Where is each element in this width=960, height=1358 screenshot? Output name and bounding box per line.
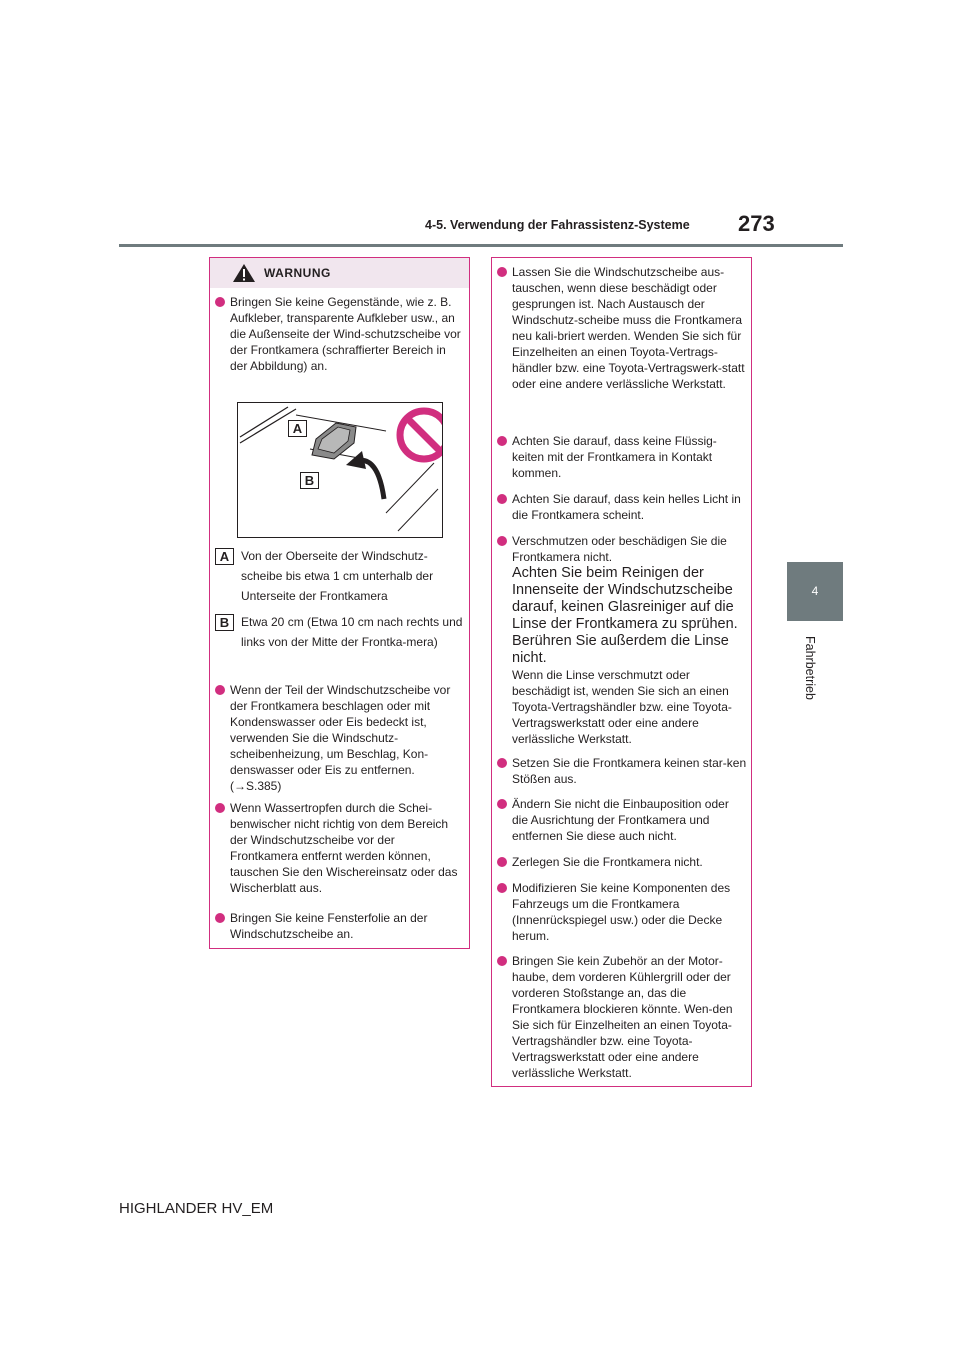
bullet-icon — [497, 883, 507, 893]
bullet-icon — [497, 436, 507, 446]
warning-item: Lassen Sie die Windschutzscheibe aus-tauschen, wenn diese beschädigt oder gesprungen ist. Nach Austausch der Windschutz-scheibe muss die Frontkamera neu kali-briert werden. Wenden Sie sich für Einzelheiten an einen Toyota-Vertrags-händler bzw. eine Toyota-Vertragswerk-statt oder eine andere verlässliche Werkstatt. — [497, 264, 747, 392]
warning-header — [210, 258, 469, 288]
bullet-icon — [497, 267, 507, 277]
page-number: 273 — [738, 211, 775, 236]
chapter-label: Fahrbetrieb — [803, 636, 817, 700]
chapter-tab: 4 — [787, 562, 843, 621]
warning-item: Modifizieren Sie keine Komponenten des Fahrzeugs um die Frontkamera (Innenrückspiegel usw.) oder die Decke herum. — [497, 880, 747, 944]
page-reference-link[interactable]: (→S.385) — [230, 779, 282, 793]
bullet-icon — [215, 913, 225, 923]
bullet-icon — [497, 758, 507, 768]
warning-item: Setzen Sie die Frontkamera keinen star-ken Stößen aus. — [497, 755, 747, 787]
legend-item-a: A Von der Oberseite der Windschutz-scheibe bis etwa 1 cm unterhalb der Unterseite der Frontkamera — [215, 546, 465, 606]
windshield-figure — [237, 402, 443, 538]
warning-item: Bringen Sie keine Fensterfolie an der Windschutzscheibe an. — [215, 910, 465, 942]
warning-item: Verschmutzen oder beschädigen Sie die Frontkamera nicht. Achten Sie beim Reinigen der Innenseite der Windschutzscheibe darauf, keinen Glasreiniger auf die Linse der Frontkamera zu sprühen. Berühren Sie außerdem die Linse nicht. Wenn die Linse verschmutzt oder beschädigt ist, wenden Sie sich an einen Toyota-Vertragshändler bzw. eine Toyota-Vertragswerkstatt oder eine andere verlässliche Werkstatt. — [497, 533, 747, 747]
figure-label-b: B — [300, 472, 319, 489]
warning-item: Ändern Sie nicht die Einbauposition oder die Ausrichtung der Frontkamera und entfernen Sie diese auch nicht. — [497, 796, 747, 844]
model-name: HIGHLANDER HV_EM — [119, 1200, 274, 1217]
bullet-icon — [215, 297, 225, 307]
bullet-icon — [497, 494, 507, 504]
warning-title: WARNUNG — [264, 266, 331, 280]
warning-box — [209, 257, 470, 949]
warning-item: Achten Sie darauf, dass kein helles Licht in die Frontkamera scheint. — [497, 491, 747, 523]
warning-triangle-icon — [232, 263, 256, 283]
bullet-icon — [497, 536, 507, 546]
section-title: 4-5. Verwendung der Fahrassistenz-Systeme — [425, 218, 690, 232]
windshield-camera-illustration — [238, 403, 442, 537]
bullet-icon — [215, 803, 225, 813]
warning-item: Bringen Sie kein Zubehör an der Motor-haube, dem vorderen Kühlergrill oder der vorderen Stoßstange an, das die Frontkamera blockieren könnte. Wen-den Sie sich für Einzelheiten an einen Toyota-Vertragshändler bzw. eine Toyota-Vertragswerkstatt oder eine andere verlässliche Werkstatt. — [497, 953, 747, 1081]
legend-item-b: B Etwa 20 cm (Etwa 10 cm nach rechts und links von der Mitte der Frontka-mera) — [215, 612, 465, 652]
bullet-icon — [497, 799, 507, 809]
figure-label-a: A — [288, 420, 307, 437]
legend-label-a: A — [215, 548, 234, 565]
warning-item: Wenn der Teil der Windschutzscheibe vor der Frontkamera beschlagen oder mit Kondenswasser oder Eis bedeckt ist, verwenden Sie die Windschutz-scheibenheizung, um Beschlag, Kon-denswasser oder Eis zu entfernen. (→S.385) — [215, 682, 465, 794]
warning-item: Bringen Sie keine Gegenstände, wie z. B. Aufkleber, transparente Aufkleber usw., an die Außenseite der Wind-schutzscheibe vor der Frontkamera (schraffierter Bereich in der Abbildung) an. — [215, 294, 465, 374]
bullet-icon — [497, 857, 507, 867]
header-divider — [119, 244, 843, 247]
legend-label-b: B — [215, 614, 234, 631]
warning-box-continued — [491, 257, 752, 1087]
emphasis-text: Achten Sie beim Reinigen der Innenseite der Windschutzscheibe darauf, keinen Glasreiniger auf die Linse der Frontkamera zu sprühen. Berühren Sie außerdem die Linse nicht. — [512, 565, 738, 666]
warning-item: Achten Sie darauf, dass keine Flüssig-keiten mit der Frontkamera in Kontakt kommen. — [497, 433, 747, 481]
warning-item: Zerlegen Sie die Frontkamera nicht. — [497, 854, 747, 870]
warning-item: Wenn Wassertropfen durch die Schei-benwischer nicht richtig von dem Bereich der Windschutzscheibe vor der Frontkamera entfernt werden können, tauschen Sie den Wischereinsatz oder das Wischerblatt aus. — [215, 800, 465, 896]
bullet-icon — [497, 956, 507, 966]
bullet-icon — [215, 685, 225, 695]
